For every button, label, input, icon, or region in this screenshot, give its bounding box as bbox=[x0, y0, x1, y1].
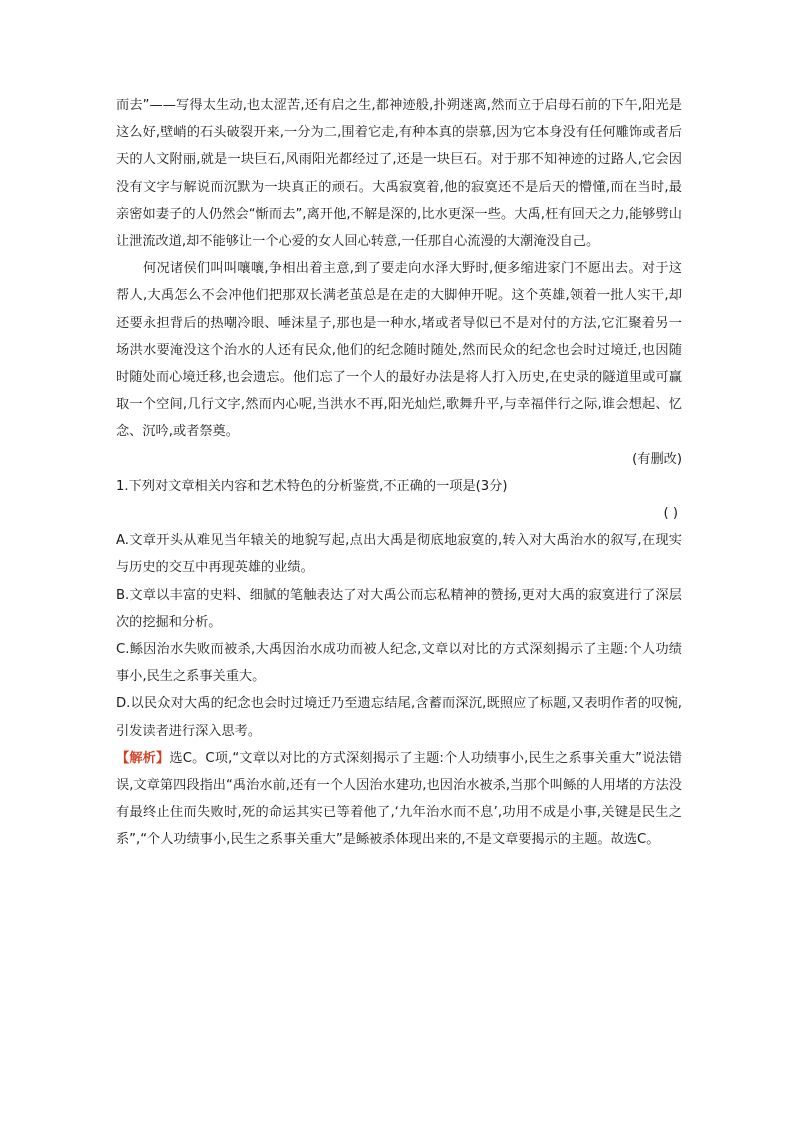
analysis-tag: 【解析】 bbox=[116, 750, 170, 766]
passage-paragraph-1: 而去”——写得太生动,也太涩苦,还有启之生,都神迹般,扑朔迷离,然而立于启母石前的下午,阳光是这么好,壁峭的石头破裂开来,一分为二,围着它走,有种本真的崇慕,因为它本身没有任何雕饰或者后天的人文附丽,就是一块巨石,风雨阳光都经过了,还是一块巨石。对于那不知神迹的过路人,它会因没有文字与解说而沉默为一块真正的顽石。大禹寂寞着,他的寂寞还不是后天的懵懂,而在当时,最亲密如妻子的人仍然会“惭而去”,离开他,不解是深的,比水更深一些。大禹,枉有回天之力,能够劈山让泄流改道,却不能够让一个心爱的女人回心转意,一任那自心流漫的大潮淹没自己。 bbox=[116, 98, 682, 250]
option-b: B.文章以丰富的史料、细腻的笔触表达了对大禹公而忘私精神的赞扬,更对大禹的寂寞进行了深层次的挖掘和分析。 bbox=[116, 587, 682, 630]
option-d: D.以民众对大禹的纪念也会时过境迁乃至遗忘结尾,含蓄而深沉,既照应了标题,又表明作者的叹惋,引发读者进行深入思考。 bbox=[116, 696, 682, 739]
question-stem: 1.下列对文章相关内容和艺术特色的分析鉴赏,不正确的一项是(3分) bbox=[116, 478, 508, 494]
document-page bbox=[116, 92, 682, 854]
option-c: C.鲧因治水失败而被杀,大禹因治水成功而被人纪念,文章以对比的方式深刻揭示了主题:个人功绩事小,民生之系事关重大。 bbox=[116, 642, 682, 685]
source-note: (有删改) bbox=[632, 451, 682, 467]
passage-paragraph-2: 何况诸侯们叫叫嚷嚷,争相出着主意,到了要走向水泽大野时,便多缩进家门不愿出去。对于这帮人,大禹怎么不会冲他们把那双长满老茧总是在走的大脚伸开呢。这个英雄,领着一批人实干,却还要永担背后的热嘲冷眼、唾沫星子,那也是一种水,堵或者导似已不是对付的方法,它汇聚着另一场洪水要淹没这个治水的人还有民众,他们的纪念随时随处,然而民众的纪念也会时过境迁,也因随时随处而心境迁移,也会遗忘。他们忘了一个人的最好办法是将人打入历史,在史录的隧道里或可赢取一个空间,几行文字,然而内心呢,当洪水不再,阳光灿烂,歌舞升平,与幸福伴行之际,谁会想起、忆念、沉吟,或者祭奠。 bbox=[116, 261, 682, 440]
option-a: A.文章开头从难见当年辕关的地貌写起,点出大禹是彻底地寂寞的,转入对大禹治水的叙写,在现实与历史的交互中再现英雄的业绩。 bbox=[116, 533, 682, 576]
analysis-text: 选C。C项,“文章以对比的方式深刻揭示了主题:个人功绩事小,民生之系事关重大”说法错误,文章第四段指出“禹治水前,还有一个人因治水建功,也因治水被杀,当那个叫鲧的人用堵的方法没有最终止住而失败时,死的命运其实已等着他了,‘九年治水而不息’,功用不成是小事,关键是民生之系”,“个人功绩事小,民生之系事关重大”是鲧被杀体现出来的,不是文章要揭示的主题。故选C。 bbox=[116, 750, 683, 848]
answer-blank: ( ) bbox=[663, 506, 678, 522]
analysis-block bbox=[116, 745, 682, 854]
